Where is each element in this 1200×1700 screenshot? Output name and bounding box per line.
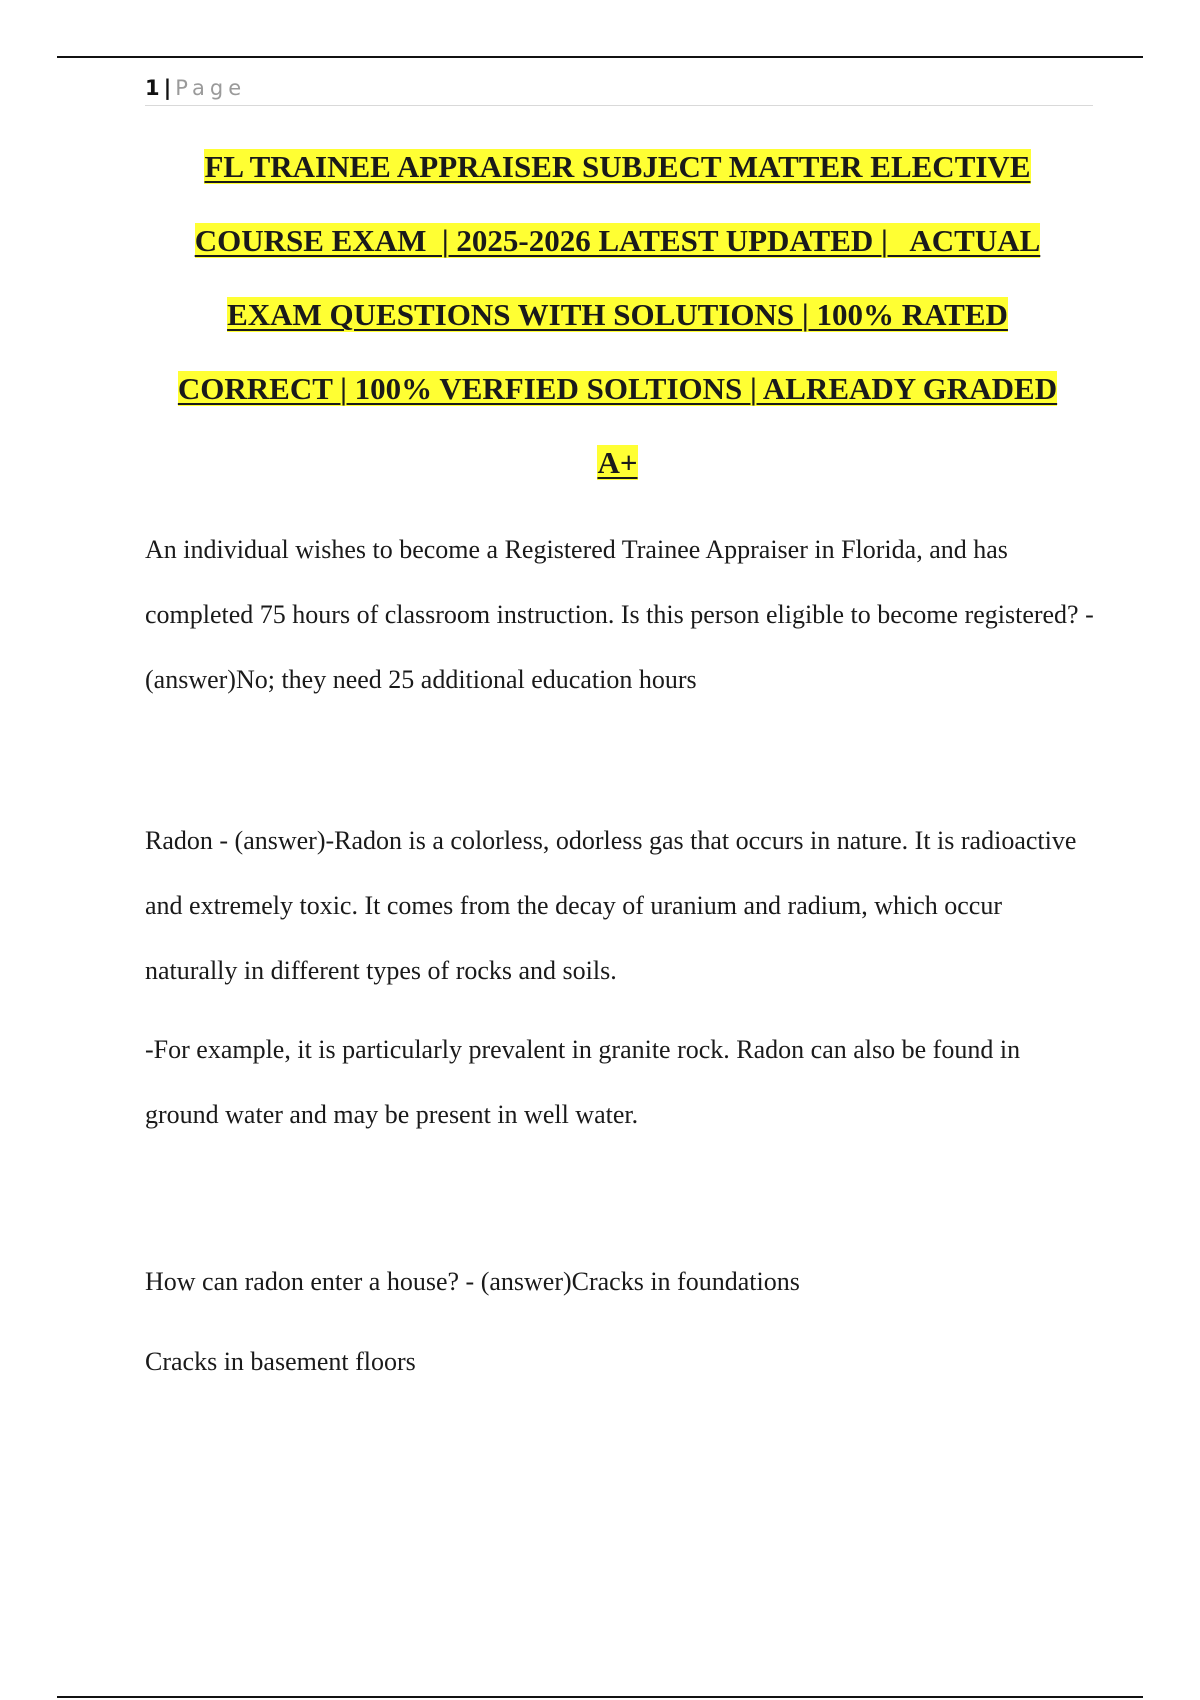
document-title xyxy=(120,130,1115,500)
top-rule xyxy=(57,56,1143,58)
page-separator: | xyxy=(163,76,172,100)
page-header xyxy=(145,72,1093,106)
radon-example: -For example, it is particularly prevalent in granite rock. Radon can also be found in ground water and may be present in well water. xyxy=(145,1035,1021,1129)
page-word: Page xyxy=(175,76,247,100)
title-line-3: EXAM QUESTIONS WITH SOLUTIONS | 100% RATED xyxy=(227,297,1008,332)
question-eligibility: An individual wishes to become a Registered Trainee Appraiser in Florida, and has completed 75 hours of classroom instruction. Is this person eligible to become registered? - (answer)No; they need 25 additional education hours xyxy=(145,535,1094,694)
bottom-rule xyxy=(57,1696,1143,1698)
title-line-1: FL TRAINEE APPRAISER SUBJECT MATTER ELECTIVE xyxy=(204,149,1031,184)
title-line-5: A+ xyxy=(597,445,638,480)
question-radon-entry: How can radon enter a house? - (answer)Cracks in foundations xyxy=(145,1267,800,1296)
question-radon: Radon - (answer)-Radon is a colorless, odorless gas that occurs in nature. It is radioactive and extremely toxic. It comes from the decay of uranium and radium, which occur naturally in different types of rocks and soils. xyxy=(145,826,1077,985)
radon-entry-item: Cracks in basement floors xyxy=(145,1347,416,1376)
title-line-4: CORRECT | 100% VERFIED SOLTIONS | ALREADY GRADED xyxy=(177,371,1058,406)
title-line-2: COURSE EXAM | 2025-2026 LATEST UPDATED | ACTUAL xyxy=(194,223,1041,258)
page-number: 1 xyxy=(145,76,160,100)
